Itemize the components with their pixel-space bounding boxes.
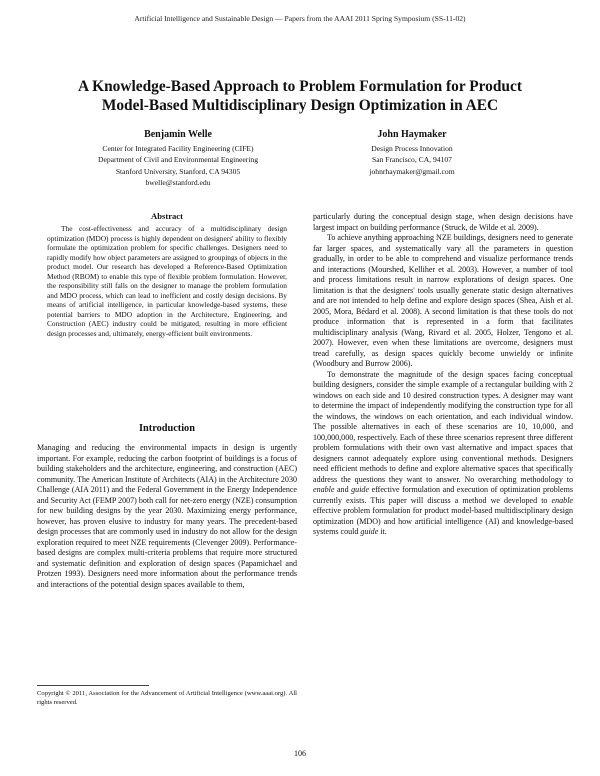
introduction-heading: Introduction bbox=[139, 423, 195, 434]
running-head: Artificial Intelligence and Sustainable Design — Papers from the AAAI 2011 Spring Symposium (SS-11-02) bbox=[134, 14, 466, 23]
author-name: Benjamin Welle bbox=[144, 129, 212, 140]
author-affiliation: Design Process Innovation bbox=[371, 144, 453, 153]
paragraph: Managing and reducing the environmental impacts in design is urgently important. For example, reducing the carbon footprint of buildings is a focus of building stakeholders and the architecture, engineering, and construction (AEC) community. The American Institute of Architects (AIA) in the Architecture 2030 Challenge (AIA 2011) and the Federal Government in the Energy Independence and Security Act (FEMP 2007) both call for net-zero energy (NZE) consumption for new building designs by the year 2030. Maximizing energy performance, however, has proven elusive to industry for many years. The precedent-based design processes that are commonly used in industry do not allow for the design exploration required to meet NZE requirements (Clevenger 2009). Performance-based designs are complex multi-criteria problems that require more structured and systematic definition and exploration of design spaces (Papamichael and Protzen 1993). Designers need more information about the performance trends and interactions of the potential design spaces available to them, bbox=[37, 443, 297, 589]
author-email: bwelle@stanford.edu bbox=[145, 177, 211, 187]
emphasis: guide bbox=[360, 527, 379, 536]
author-email: johnrhaymaker@gmail.com bbox=[369, 166, 455, 176]
author-block-haymaker bbox=[292, 128, 532, 177]
title-line-1: A Knowledge-Based Approach to Problem Formulation for Product bbox=[78, 78, 522, 95]
emphasis: guide bbox=[351, 485, 370, 494]
author-affiliation: Stanford University, Stanford, CA 94305 bbox=[115, 166, 241, 176]
abstract-text: The cost-effectiveness and accuracy of a multidisciplinary design optimization (MDO) process is highly dependent on designers' ability to flexibly formulate the optimization problem for specific challenges. Designers need to rapidly modify how object parameters are assigned to groupings of objects in the product model. Our research has developed a Reference-Based Optimization Method (RBOM) to enable this type of flexible problem formulation. However, the responsibility still falls on the designer to manage the problem formulation and MDO process, which can lead to inefficient and costly design decisions. By means of artificial intelligence, in particular knowledge-based systems, these potential barriers to MDO adoption in the Architecture, Engineering, and Construction (AEC) industry could be mitigated, resulting in more efficient design processes and, ultimately, energy-efficient built environments. bbox=[47, 224, 287, 338]
paper-title bbox=[40, 77, 560, 115]
emphasis: enable bbox=[551, 495, 573, 505]
title-line-2: Model-Based Multidisciplinary Design Optimization in AEC bbox=[101, 97, 499, 114]
copyright-footnote: Copyright © 2011, Association for the Advancement of Artificial Intelligence (www.aaai.org). All rights reserved. bbox=[37, 690, 297, 706]
author-affiliation: Department of Civil and Environmental Engineering bbox=[97, 155, 259, 165]
paragraph: To demonstrate the magnitude of the design spaces facing conceptual building designers, consider the simple example of a rectangular building with 2 windows on each side and 10 desired construction types. A designer may want to determine the impact of independently modifying the construction type for all the windows, the windows on each orientation, and each individual window. The possible alternatives in each of these scenarios are 10, 10,000, and 100,000,000, respectively. Each of these three scenarios represent three different problem formulations with their own vast alternative and impact spaces that designers cannot adequately explore using conventional methods. Designers need efficient methods to define and explore alternative spaces that specifically address the questions they want to answer. No overarching methodology to enable and guide effective formulation and execution of optimization problems currently exists. This paper will discuss a method we developed to enable effective problem formulation for product model-based multidisciplinary design optimization (MDO) and how artificial intelligence (AI) and knowledge-based systems could guide it. bbox=[313, 369, 573, 536]
emphasis: enable bbox=[313, 485, 335, 494]
author-name: John Haymaker bbox=[377, 129, 447, 140]
paragraph: particularly during the conceptual design stage, when design decisions have largest impact on building performance (Struck, de Wilde et al. 2009). bbox=[313, 212, 573, 232]
author-affiliation: San Francisco, CA, 94107 bbox=[372, 155, 452, 165]
left-column-body bbox=[37, 443, 297, 590]
author-affiliation: Center for Integrated Facility Engineering (CIFE) bbox=[102, 144, 254, 153]
author-block-welle bbox=[58, 128, 298, 188]
paragraph: To achieve anything approaching NZE buildings, designers need to generate far larger spaces, and systematically vary all the parameters in question gradually, in order to be able to comprehend and visualize performance trends and interactions (Mourshed, Kelliher et al. 2003). However, a number of tool and process limitations result in narrow explorations of design spaces. One limitation is that the designers' tools usually generate static design alternatives and are not intended to help define and explore design spaces (Shea, Aish et al. 2005, Mora, Bédard et al. 2008). A second limitation is that these tools do not produce information that is represented in a form that facilitates multidisciplinary analysis (Wang, Rivard et al. 2005, Holzer, Tengono et al. 2007). However, even when these limitations are overcome, designers must tread carefully, as design spaces quickly become unwieldy or infinite (Woodbury and Burrow 2006). bbox=[313, 233, 573, 368]
footnote-divider bbox=[37, 685, 149, 686]
abstract-heading: Abstract bbox=[151, 211, 183, 221]
page-number: 106 bbox=[294, 749, 306, 758]
right-column-body bbox=[313, 212, 573, 538]
